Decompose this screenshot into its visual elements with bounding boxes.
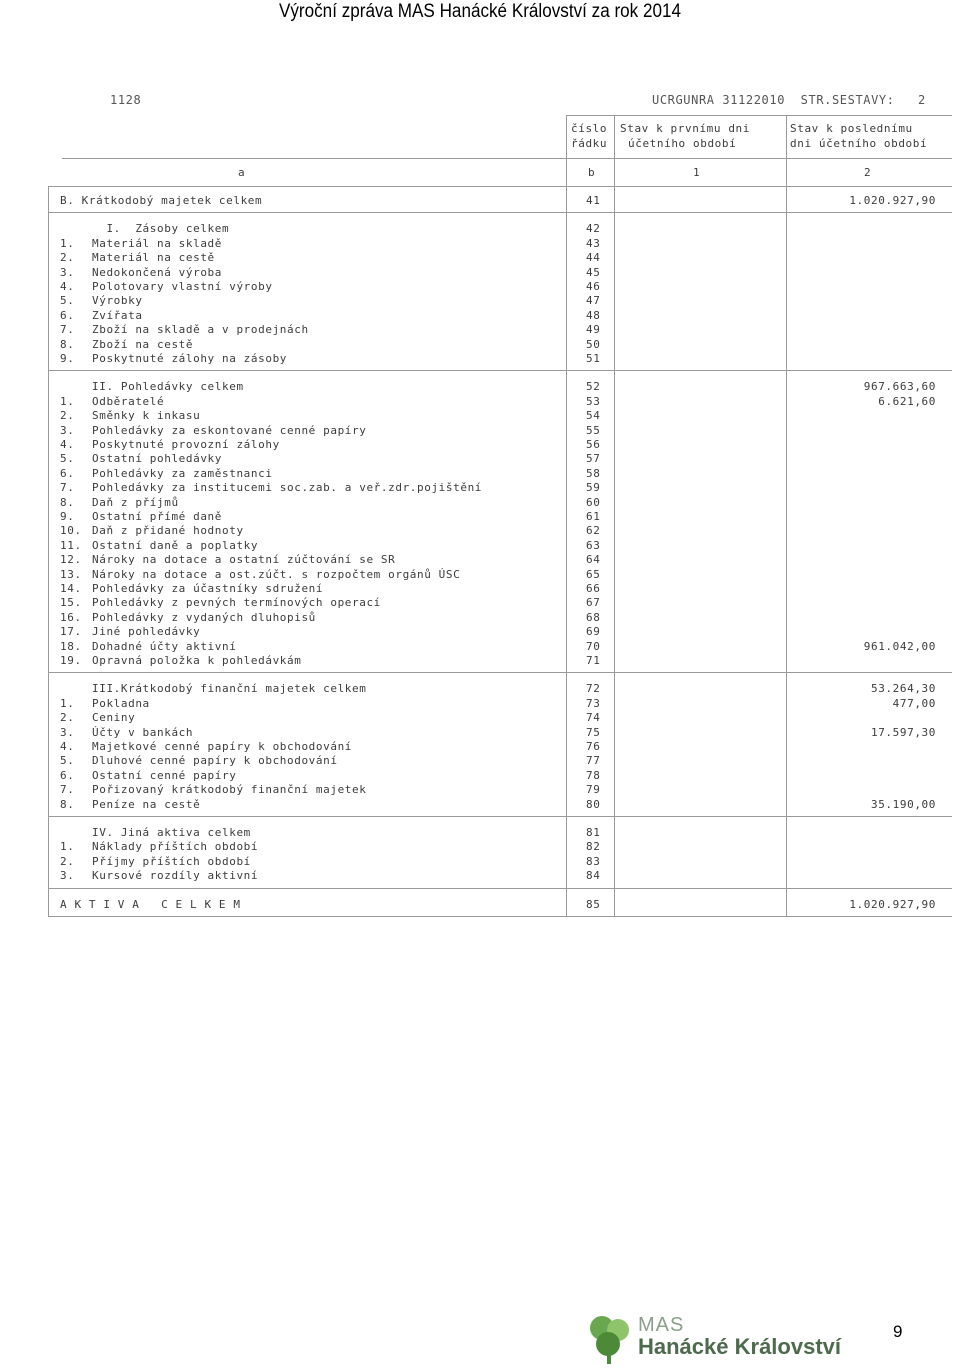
row-value-end: 967.663,60 bbox=[863, 380, 936, 394]
row-number: 2. bbox=[60, 251, 75, 265]
row-code: 48 bbox=[586, 308, 601, 322]
row-label: Ostatní přímé daně bbox=[92, 510, 223, 523]
row-label: Nároky na dotace a ostatní zúčtování se SR bbox=[92, 553, 396, 567]
row-number: 1. bbox=[60, 236, 75, 250]
row-label: Daň z příjmů bbox=[92, 495, 179, 509]
row-value-end: 53.264,30 bbox=[870, 682, 936, 696]
row-label: Pohledávky za zaměstnanci bbox=[92, 466, 273, 480]
row-code: 60 bbox=[586, 495, 601, 509]
row-code: 84 bbox=[586, 869, 601, 883]
row-number: 16. bbox=[60, 610, 82, 624]
row-label: B. Krátkodobý majetek celkem bbox=[60, 194, 263, 207]
row-label: Dluhové cenné papíry k obchodování bbox=[92, 754, 338, 768]
row-value-end: 1.020.927,90 bbox=[849, 194, 936, 207]
row-label: Daň z přidané hodnoty bbox=[92, 524, 244, 538]
table-row bbox=[0, 869, 960, 883]
row-number: 14. bbox=[60, 582, 82, 595]
row-label: Náklady příštích období bbox=[92, 840, 259, 854]
table-row bbox=[0, 467, 960, 481]
row-label: Výrobky bbox=[92, 294, 143, 308]
row-label: Opravná položka k pohledávkám bbox=[92, 654, 302, 667]
table-row bbox=[0, 798, 960, 812]
row-number: 3. bbox=[60, 869, 75, 883]
row-number: 4. bbox=[60, 280, 75, 293]
row-number: 7. bbox=[60, 323, 75, 337]
table-row bbox=[0, 237, 960, 251]
row-number: 1. bbox=[60, 840, 75, 854]
table-row bbox=[0, 280, 960, 294]
row-label: Pohledávky za institucemi soc.zab. a veř.zdr.pojištění bbox=[92, 481, 483, 495]
section-rule bbox=[48, 916, 952, 917]
row-number: 2. bbox=[60, 854, 75, 868]
row-label: Pohledávky z vydaných dluhopisů bbox=[92, 610, 316, 624]
row-code: 73 bbox=[586, 696, 601, 710]
table-row bbox=[0, 582, 960, 596]
row-number: 6. bbox=[60, 308, 75, 322]
row-label: Zboží na cestě bbox=[92, 337, 194, 351]
v2-header-bottom: dni účetního období bbox=[790, 137, 928, 150]
row-number: 5. bbox=[60, 452, 75, 466]
table-row bbox=[0, 596, 960, 610]
row-number: 13. bbox=[60, 567, 82, 581]
row-label: Nároky na dotace a ost.zúčt. s rozpočtem orgánů ÚSC bbox=[92, 567, 461, 581]
row-code: 75 bbox=[586, 725, 601, 739]
table-row bbox=[0, 625, 960, 639]
row-number: 8. bbox=[60, 495, 75, 509]
clover-logo-icon bbox=[586, 1312, 634, 1366]
row-number: 7. bbox=[60, 783, 75, 797]
row-code: 52 bbox=[586, 380, 601, 394]
page-title: Výroční zpráva MAS Hanácké Království za rok 2014 bbox=[278, 1, 682, 22]
row-label: Zvířata bbox=[92, 308, 143, 322]
header-rule bbox=[62, 158, 952, 159]
row-code: 63 bbox=[586, 538, 601, 552]
row-number: 2. bbox=[60, 711, 75, 725]
row-label: Ostatní daně a poplatky bbox=[92, 538, 259, 552]
row-code: 85 bbox=[586, 897, 601, 911]
row-code: 53 bbox=[586, 394, 601, 408]
row-label: Odběratelé bbox=[92, 394, 165, 408]
row-value-end: 961.042,00 bbox=[863, 639, 936, 653]
row-number: 8. bbox=[60, 797, 75, 811]
row-label: Kursové rozdíly aktivní bbox=[92, 869, 259, 883]
table-row bbox=[0, 323, 960, 337]
table-row bbox=[0, 553, 960, 567]
row-code: 56 bbox=[586, 438, 601, 451]
table-row bbox=[0, 496, 960, 510]
table-row bbox=[0, 539, 960, 553]
section-rule bbox=[48, 672, 952, 673]
row-code: 55 bbox=[586, 423, 601, 437]
section-rule bbox=[48, 888, 952, 889]
row-number: 2. bbox=[60, 409, 75, 423]
row-code: 78 bbox=[586, 768, 601, 782]
row-code: 68 bbox=[586, 610, 601, 624]
row-code: 80 bbox=[586, 797, 601, 811]
row-code: 71 bbox=[586, 654, 601, 667]
row-label: Polotovary vlastní výroby bbox=[92, 280, 273, 293]
row-number: 4. bbox=[60, 740, 75, 753]
row-number: 9. bbox=[60, 352, 75, 365]
form-id-right: UCRGUNRA 31122010 STR.SESTAVY: 2 bbox=[652, 93, 926, 107]
v1-header-top: Stav k prvnímu dni bbox=[620, 122, 751, 135]
table-row bbox=[0, 438, 960, 452]
row-code: 59 bbox=[586, 481, 601, 495]
table-row bbox=[0, 654, 960, 668]
section-rule bbox=[48, 212, 952, 213]
row-code: 47 bbox=[586, 294, 601, 308]
row-number: 6. bbox=[60, 768, 75, 782]
row-number: 4. bbox=[60, 438, 75, 451]
row-number: 1. bbox=[60, 696, 75, 710]
row-code: 46 bbox=[586, 280, 601, 293]
table-row bbox=[0, 740, 960, 754]
row-label: Ostatní cenné papíry bbox=[92, 768, 237, 782]
row-code: 50 bbox=[586, 337, 601, 351]
code-header-bottom: řádku bbox=[571, 137, 608, 150]
table-row bbox=[0, 640, 960, 654]
row-label: Poskytnuté zálohy na zásoby bbox=[92, 352, 288, 365]
row-number: 7. bbox=[60, 481, 75, 495]
logo-mas-text: MAS bbox=[638, 1314, 685, 1336]
v1-header-bottom: účetního období bbox=[628, 137, 737, 150]
row-label: Peníze na cestě bbox=[92, 797, 201, 811]
mas-logo bbox=[586, 1312, 856, 1366]
row-number: 11. bbox=[60, 538, 82, 552]
row-label: Materiál na skladě bbox=[92, 236, 223, 250]
letter-b: b bbox=[588, 166, 596, 179]
table-row bbox=[0, 510, 960, 524]
row-code: 74 bbox=[586, 711, 601, 725]
row-label: Dohadné účty aktivní bbox=[92, 639, 237, 653]
row-code: 64 bbox=[586, 553, 601, 567]
letter-1: 1 bbox=[693, 166, 701, 179]
table-row bbox=[0, 424, 960, 438]
table-row bbox=[0, 783, 960, 797]
letter-row-rule bbox=[48, 186, 952, 187]
row-value-end: 477,00 bbox=[892, 696, 936, 710]
row-label: I. Zásoby celkem bbox=[92, 222, 230, 236]
row-value-end: 17.597,30 bbox=[870, 725, 936, 739]
row-code: 77 bbox=[586, 754, 601, 768]
table-row bbox=[0, 309, 960, 323]
table-row bbox=[0, 452, 960, 466]
row-code: 70 bbox=[586, 639, 601, 653]
table-row bbox=[0, 754, 960, 768]
row-number: 15. bbox=[60, 596, 82, 610]
row-code: 58 bbox=[586, 466, 601, 480]
row-number: 9. bbox=[60, 510, 75, 523]
row-number: 17. bbox=[60, 625, 82, 639]
table-row bbox=[0, 568, 960, 582]
logo-name-text: Hanácké Království bbox=[638, 1334, 841, 1359]
table-row bbox=[0, 222, 960, 236]
table-row bbox=[0, 294, 960, 308]
table-row bbox=[0, 251, 960, 265]
row-label: Pohledávky za účastníky sdružení bbox=[92, 582, 324, 595]
row-number: 18. bbox=[60, 639, 82, 653]
row-label: A K T I V A C E L K E M bbox=[60, 897, 241, 911]
row-number: 3. bbox=[60, 423, 75, 437]
table-row bbox=[0, 524, 960, 538]
row-label: Pohledávky z pevných termínových operací bbox=[92, 596, 381, 610]
letter-a: a bbox=[238, 166, 246, 179]
row-number: 5. bbox=[60, 754, 75, 768]
row-code: 62 bbox=[586, 524, 601, 538]
row-code: 51 bbox=[586, 352, 601, 365]
table-row bbox=[0, 682, 960, 696]
table-row bbox=[0, 352, 960, 366]
table-row bbox=[0, 769, 960, 783]
table-row bbox=[0, 855, 960, 869]
table-row bbox=[0, 395, 960, 409]
row-label: Pohledávky za eskontované cenné papíry bbox=[92, 423, 367, 437]
row-label: Majetkové cenné papíry k obchodování bbox=[92, 740, 353, 753]
row-code: 42 bbox=[586, 222, 601, 236]
row-number: 5. bbox=[60, 294, 75, 308]
row-code: 67 bbox=[586, 596, 601, 610]
code-header-top: číslo bbox=[571, 122, 608, 135]
row-code: 65 bbox=[586, 567, 601, 581]
row-label: Pořizovaný krátkodobý finanční majetek bbox=[92, 783, 367, 797]
row-code: 72 bbox=[586, 682, 601, 696]
row-label: Příjmy příštích období bbox=[92, 854, 251, 868]
letter-2: 2 bbox=[864, 166, 872, 179]
row-code: 61 bbox=[586, 510, 601, 523]
row-code: 41 bbox=[586, 194, 601, 207]
row-label: Poskytnuté provozní zálohy bbox=[92, 438, 280, 451]
table-row bbox=[0, 380, 960, 394]
row-code: 83 bbox=[586, 854, 601, 868]
row-code: 81 bbox=[586, 826, 601, 839]
row-number: 6. bbox=[60, 466, 75, 480]
table-row bbox=[0, 840, 960, 854]
row-label: Materiál na cestě bbox=[92, 251, 215, 265]
row-code: 57 bbox=[586, 452, 601, 466]
row-label: Zboží na skladě a v prodejnách bbox=[92, 323, 309, 337]
table-row bbox=[0, 409, 960, 423]
row-label: Ceniny bbox=[92, 711, 136, 725]
row-number: 12. bbox=[60, 553, 82, 567]
row-code: 79 bbox=[586, 783, 601, 797]
row-code: 82 bbox=[586, 840, 601, 854]
row-code: 76 bbox=[586, 740, 601, 753]
row-number: 8. bbox=[60, 337, 75, 351]
row-label: Směnky k inkasu bbox=[92, 409, 201, 423]
row-label: Ostatní pohledávky bbox=[92, 452, 223, 466]
row-label: Pokladna bbox=[92, 696, 150, 710]
table-row bbox=[0, 726, 960, 740]
section-rule bbox=[48, 370, 952, 371]
row-label: Účty v bankách bbox=[92, 725, 194, 739]
row-label: II. Pohledávky celkem bbox=[92, 380, 244, 394]
form-id-left: 1128 bbox=[110, 93, 142, 107]
row-number: 3. bbox=[60, 725, 75, 739]
table-row bbox=[0, 338, 960, 352]
table-row bbox=[0, 711, 960, 725]
row-label: IV. Jiná aktiva celkem bbox=[92, 826, 251, 839]
row-code: 49 bbox=[586, 323, 601, 337]
row-code: 66 bbox=[586, 582, 601, 595]
row-value-end: 35.190,00 bbox=[870, 797, 936, 811]
row-number: 10. bbox=[60, 524, 82, 538]
row-number: 19. bbox=[60, 654, 82, 667]
table-row bbox=[0, 697, 960, 711]
row-code: 44 bbox=[586, 251, 601, 265]
table-row bbox=[0, 826, 960, 840]
row-code: 43 bbox=[586, 236, 601, 250]
row-code: 45 bbox=[586, 265, 601, 279]
v2-header-top: Stav k poslednímu bbox=[790, 122, 913, 135]
table-row bbox=[0, 898, 960, 912]
row-number: 3. bbox=[60, 265, 75, 279]
row-code: 54 bbox=[586, 409, 601, 423]
row-value-end: 6.621,60 bbox=[878, 394, 936, 408]
row-label: Nedokončená výroba bbox=[92, 265, 223, 279]
row-label: Jiné pohledávky bbox=[92, 625, 201, 639]
table-row bbox=[0, 266, 960, 280]
row-label: III.Krátkodobý finanční majetek celkem bbox=[92, 682, 367, 696]
row-number: 1. bbox=[60, 394, 75, 408]
page-number: 9 bbox=[893, 1322, 903, 1341]
balance-sheet-scan bbox=[0, 60, 960, 940]
row-value-end: 1.020.927,90 bbox=[849, 897, 936, 911]
header-top-rule bbox=[566, 115, 952, 116]
table-row bbox=[0, 194, 960, 208]
table-row bbox=[0, 481, 960, 495]
row-code: 69 bbox=[586, 625, 601, 639]
table-row bbox=[0, 611, 960, 625]
section-rule bbox=[48, 816, 952, 817]
